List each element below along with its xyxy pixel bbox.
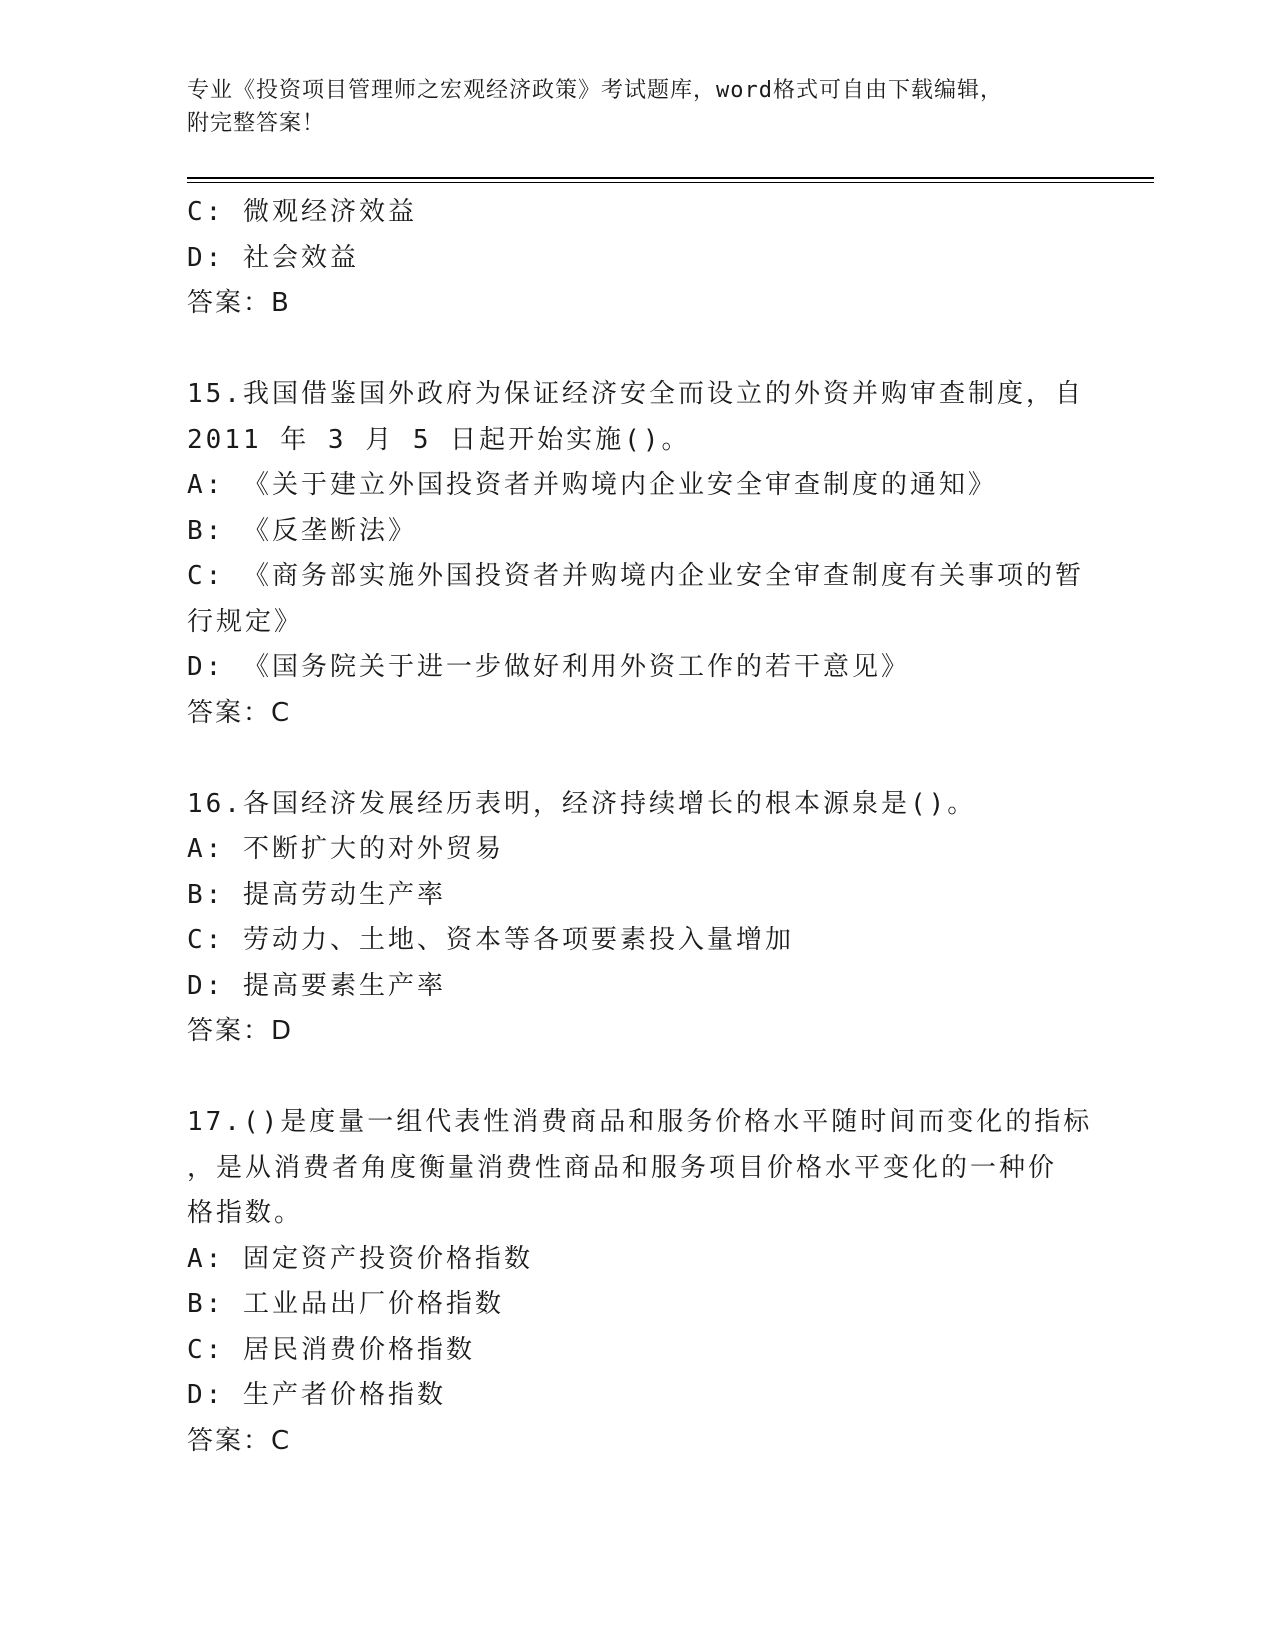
answer-line: 答案：C (187, 1425, 292, 1456)
option-line: A: 固定资产投资价格指数 (187, 1243, 533, 1274)
spacer (187, 736, 1087, 782)
option-line: D: 提高要素生产率 (187, 970, 446, 1001)
question-16-block (187, 782, 1087, 1055)
question-stem-line: 16.各国经济发展经历表明，经济持续增长的根本源泉是()。 (187, 788, 977, 819)
header-line-2: 附完整答案！ (187, 111, 326, 136)
question-stem-line: 15.我国借鉴国外政府为保证经济安全而设立的外资并购审查制度，自 (187, 379, 1084, 409)
question-content (187, 190, 1093, 1464)
option-line: C: 微观经济效益 (187, 197, 417, 227)
header-divider-thin (187, 182, 1154, 183)
option-line: D: 生产者价格指数 (187, 1380, 446, 1410)
answer-line: 答案：B (187, 288, 291, 318)
spacer (187, 1055, 1087, 1101)
question-15-block (187, 372, 1087, 736)
answer-line: 答案：C (187, 697, 292, 728)
question-17-block (187, 1100, 1093, 1464)
question-stem-line: 2011 年 3 月 5 日起开始实施()。 (187, 424, 691, 455)
option-line: D: 《国务院关于进一步做好利用外资工作的若干意见》 (187, 652, 910, 682)
answer-line: 答案：D (187, 1016, 294, 1046)
question-stem-line: 17.()是度量一组代表性消费商品和服务价格水平随时间而变化的指标 (187, 1107, 1093, 1137)
option-line: C: 劳动力、土地、资本等各项要素投入量增加 (187, 925, 794, 955)
option-line: B: 工业品出厂价格指数 (187, 1289, 504, 1319)
option-line: B: 《反垄断法》 (187, 515, 417, 546)
question-stem-line: ，是从消费者角度衡量消费性商品和服务项目价格水平变化的一种价 (187, 1152, 1058, 1183)
option-line: B: 提高劳动生产率 (187, 879, 446, 910)
option-line: C: 《商务部实施外国投资者并购境内企业安全审查制度有关事项的暂 (187, 561, 1084, 591)
prev-question-block (187, 190, 1087, 327)
option-line: A: 不断扩大的对外贸易 (187, 834, 504, 864)
option-line: D: 社会效益 (187, 242, 359, 273)
spacer (187, 327, 1087, 373)
header-line-1: 专业《投资项目管理师之宏观经济政策》考试题库，word格式可自由下载编辑， (187, 78, 1003, 103)
option-line: 行规定》 (187, 606, 304, 637)
header-divider-thick (187, 177, 1154, 179)
document-header (187, 74, 1087, 140)
option-line: A: 《关于建立外国投资者并购境内企业安全审查制度的通知》 (187, 470, 997, 500)
question-stem-line: 格指数。 (187, 1198, 304, 1228)
option-line: C: 居民消费价格指数 (187, 1334, 475, 1365)
